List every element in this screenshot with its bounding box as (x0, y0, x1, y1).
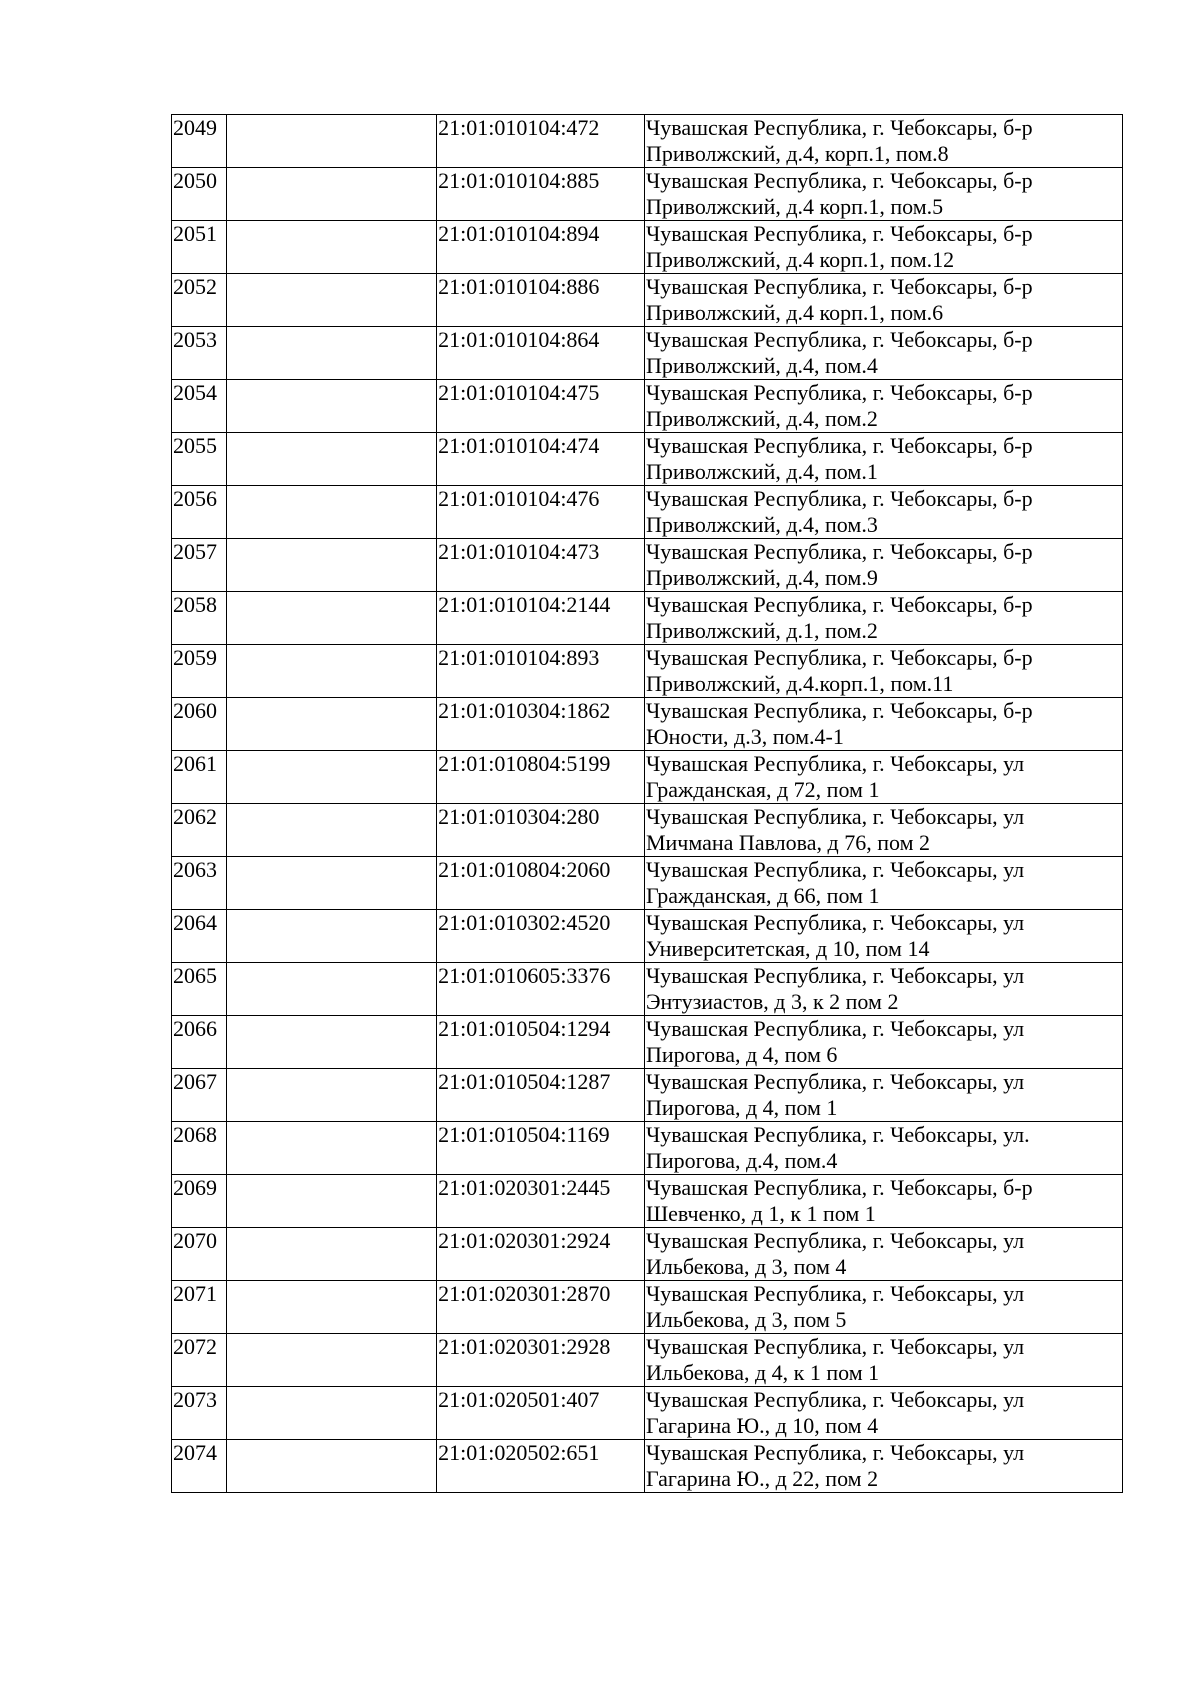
cadastral-number-cell: 21:01:010504:1169 (437, 1122, 645, 1175)
row-number-cell: 2066 (172, 1016, 227, 1069)
row-number-cell: 2067 (172, 1069, 227, 1122)
address-cell (644, 1334, 1122, 1387)
cadastral-number-cell: 21:01:010302:4520 (437, 910, 645, 963)
owner-cell (227, 168, 437, 221)
address-text: Чувашская Республика, г. Чебоксары, ул (645, 1228, 1025, 1253)
address-cell (644, 1440, 1122, 1493)
cadastral-number-cell: 21:01:010104:474 (437, 433, 645, 486)
owner-cell (227, 380, 437, 433)
table-row (172, 963, 1123, 1016)
address-text: Чувашская Республика, г. Чебоксары, ул (645, 1069, 1025, 1094)
address-text: Чувашская Республика, г. Чебоксары, ул (645, 1016, 1025, 1041)
address-text: Чувашская Республика, г. Чебоксары, б-р (645, 433, 1033, 458)
row-number-cell: 2056 (172, 486, 227, 539)
address-text: Гагарина Ю., д 10, пом 4 (645, 1413, 879, 1438)
address-text: Чувашская Республика, г. Чебоксары, б-р (645, 380, 1033, 405)
address-cell (644, 115, 1122, 168)
address-cell (644, 1228, 1122, 1281)
row-number-cell: 2071 (172, 1281, 227, 1334)
row-number-cell: 2064 (172, 910, 227, 963)
cadastral-number-cell: 21:01:010504:1294 (437, 1016, 645, 1069)
cadastral-number-cell: 21:01:010104:894 (437, 221, 645, 274)
cadastral-number-cell: 21:01:010104:475 (437, 380, 645, 433)
owner-cell (227, 645, 437, 698)
address-cell (644, 274, 1122, 327)
address-text: Ильбекова, д 3, пом 4 (645, 1254, 847, 1279)
row-number-cell: 2054 (172, 380, 227, 433)
address-cell (644, 698, 1122, 751)
cadastral-number-cell: 21:01:020501:407 (437, 1387, 645, 1440)
table-row (172, 1069, 1123, 1122)
address-text: Чувашская Республика, г. Чебоксары, ул (645, 1387, 1025, 1412)
row-number-cell: 2065 (172, 963, 227, 1016)
address-cell (644, 1069, 1122, 1122)
table-row (172, 168, 1123, 221)
address-text: Пирогова, д 4, пом 1 (645, 1095, 838, 1120)
owner-cell (227, 698, 437, 751)
address-cell (644, 486, 1122, 539)
row-number-cell: 2069 (172, 1175, 227, 1228)
table-row (172, 1281, 1123, 1334)
owner-cell (227, 1122, 437, 1175)
row-number-cell: 2073 (172, 1387, 227, 1440)
address-text: Приволжский, д.4 корп.1, пом.5 (645, 194, 944, 219)
table-row (172, 698, 1123, 751)
address-text: Чувашская Республика, г. Чебоксары, ул (645, 1281, 1025, 1306)
address-text: Ильбекова, д 3, пом 5 (645, 1307, 847, 1332)
owner-cell (227, 1440, 437, 1493)
cadastral-number-cell: 21:01:010104:893 (437, 645, 645, 698)
owner-cell (227, 327, 437, 380)
row-number-cell: 2058 (172, 592, 227, 645)
cadastral-number-cell: 21:01:010104:864 (437, 327, 645, 380)
row-number-cell: 2057 (172, 539, 227, 592)
table-row (172, 221, 1123, 274)
address-text: Чувашская Республика, г. Чебоксары, ул (645, 751, 1025, 776)
cadastral-number-cell: 21:01:010804:2060 (437, 857, 645, 910)
row-number-cell: 2050 (172, 168, 227, 221)
table-row (172, 1228, 1123, 1281)
table-row (172, 1334, 1123, 1387)
address-text: Энтузиастов, д 3, к 2 пом 2 (645, 989, 899, 1014)
address-text: Гражданская, д 72, пом 1 (645, 777, 880, 802)
table-row (172, 804, 1123, 857)
address-text: Приволжский, д.4, пом.3 (645, 512, 878, 537)
address-cell (644, 327, 1122, 380)
address-text: Приволжский, д.4 корп.1, пом.6 (645, 300, 944, 325)
table-row (172, 857, 1123, 910)
address-text: Гагарина Ю., д 22, пом 2 (645, 1466, 879, 1491)
cadastral-number-cell: 21:01:010104:472 (437, 115, 645, 168)
address-text: Чувашская Республика, г. Чебоксары, б-р (645, 1175, 1033, 1200)
owner-cell (227, 433, 437, 486)
row-number-cell: 2051 (172, 221, 227, 274)
address-text: Ильбекова, д 4, к 1 пом 1 (645, 1360, 880, 1385)
row-number-cell: 2063 (172, 857, 227, 910)
address-text: Чувашская Республика, г. Чебоксары, ул (645, 963, 1025, 988)
owner-cell (227, 910, 437, 963)
table-row (172, 486, 1123, 539)
cadastral-number-cell: 21:01:020301:2928 (437, 1334, 645, 1387)
owner-cell (227, 1016, 437, 1069)
cadastral-number-cell: 21:01:010104:886 (437, 274, 645, 327)
address-cell (644, 539, 1122, 592)
address-cell (644, 910, 1122, 963)
address-text: Чувашская Республика, г. Чебоксары, б-р (645, 168, 1033, 193)
cadastral-number-cell: 21:01:020301:2870 (437, 1281, 645, 1334)
owner-cell (227, 751, 437, 804)
row-number-cell: 2068 (172, 1122, 227, 1175)
address-text: Чувашская Республика, г. Чебоксары, ул (645, 1334, 1025, 1359)
row-number-cell: 2061 (172, 751, 227, 804)
address-text: Приволжский, д.4, пом.1 (645, 459, 878, 484)
table-row (172, 1122, 1123, 1175)
table-row (172, 380, 1123, 433)
address-text: Приволжский, д.4, пом.2 (645, 406, 878, 431)
address-cell (644, 1281, 1122, 1334)
address-text: Шевченко, д 1, к 1 пом 1 (645, 1201, 876, 1226)
owner-cell (227, 539, 437, 592)
address-cell (644, 221, 1122, 274)
address-cell (644, 380, 1122, 433)
table-row (172, 115, 1123, 168)
address-text: Чувашская Республика, г. Чебоксары, б-р (645, 327, 1033, 352)
owner-cell (227, 804, 437, 857)
row-number-cell: 2062 (172, 804, 227, 857)
cadastral-number-cell: 21:01:010304:280 (437, 804, 645, 857)
cadastral-number-cell: 21:01:010104:2144 (437, 592, 645, 645)
row-number-cell: 2049 (172, 115, 227, 168)
address-text: Чувашская Республика, г. Чебоксары, б-р (645, 645, 1033, 670)
address-text: Гражданская, д 66, пом 1 (645, 883, 880, 908)
address-text: Чувашская Республика, г. Чебоксары, б-р (645, 539, 1033, 564)
cadastral-number-cell: 21:01:010104:476 (437, 486, 645, 539)
address-text: Пирогова, д.4, пом.4 (645, 1148, 838, 1173)
address-text: Приволжский, д.1, пом.2 (645, 618, 878, 643)
table-row (172, 274, 1123, 327)
address-text: Юности, д.3, пом.4-1 (645, 724, 844, 749)
row-number-cell: 2074 (172, 1440, 227, 1493)
address-text: Мичмана Павлова, д 76, пом 2 (645, 830, 930, 855)
cadastral-number-cell: 21:01:020301:2445 (437, 1175, 645, 1228)
address-text: Чувашская Республика, г. Чебоксары, б-р (645, 698, 1033, 723)
row-number-cell: 2072 (172, 1334, 227, 1387)
owner-cell (227, 115, 437, 168)
cadastral-number-cell: 21:01:010104:885 (437, 168, 645, 221)
table-row (172, 751, 1123, 804)
table-row (172, 1440, 1123, 1493)
address-text: Чувашская Республика, г. Чебоксары, б-р (645, 221, 1033, 246)
table-row (172, 327, 1123, 380)
address-text: Чувашская Республика, г. Чебоксары, ул (645, 1440, 1025, 1465)
address-cell (644, 751, 1122, 804)
address-cell (644, 433, 1122, 486)
row-number-cell: 2053 (172, 327, 227, 380)
address-text: Чувашская Республика, г. Чебоксары, ул (645, 910, 1025, 935)
cadastral-number-cell: 21:01:010804:5199 (437, 751, 645, 804)
cadastral-number-cell: 21:01:010104:473 (437, 539, 645, 592)
address-text: Приволжский, д.4, корп.1, пом.8 (645, 141, 949, 166)
table-row (172, 1175, 1123, 1228)
owner-cell (227, 592, 437, 645)
cadastral-number-cell: 21:01:010304:1862 (437, 698, 645, 751)
row-number-cell: 2055 (172, 433, 227, 486)
cadastral-number-cell: 21:01:020502:651 (437, 1440, 645, 1493)
owner-cell (227, 274, 437, 327)
owner-cell (227, 963, 437, 1016)
address-text: Чувашская Республика, г. Чебоксары, ул (645, 804, 1025, 829)
address-cell (644, 1016, 1122, 1069)
address-text: Университетская, д 10, пом 14 (645, 936, 930, 961)
owner-cell (227, 1228, 437, 1281)
owner-cell (227, 857, 437, 910)
table-row (172, 1016, 1123, 1069)
owner-cell (227, 1281, 437, 1334)
owner-cell (227, 1175, 437, 1228)
table-row (172, 539, 1123, 592)
owner-cell (227, 1069, 437, 1122)
address-cell (644, 1175, 1122, 1228)
row-number-cell: 2059 (172, 645, 227, 698)
address-text: Чувашская Республика, г. Чебоксары, б-р (645, 486, 1033, 511)
row-number-cell: 2070 (172, 1228, 227, 1281)
address-cell (644, 592, 1122, 645)
address-cell (644, 963, 1122, 1016)
address-text: Приволжский, д.4.корп.1, пом.11 (645, 671, 954, 696)
owner-cell (227, 1334, 437, 1387)
table-row (172, 645, 1123, 698)
cadastral-number-cell: 21:01:010504:1287 (437, 1069, 645, 1122)
address-text: Приволжский, д.4, пом.9 (645, 565, 878, 590)
address-text: Чувашская Республика, г. Чебоксары, б-р (645, 115, 1033, 140)
address-cell (644, 857, 1122, 910)
property-table-body (172, 115, 1123, 1493)
property-table (171, 114, 1123, 1493)
address-text: Приволжский, д.4, пом.4 (645, 353, 878, 378)
address-text: Чувашская Республика, г. Чебоксары, б-р (645, 592, 1033, 617)
table-row (172, 1387, 1123, 1440)
owner-cell (227, 1387, 437, 1440)
address-cell (644, 804, 1122, 857)
address-text: Приволжский, д.4 корп.1, пом.12 (645, 247, 955, 272)
address-text: Чувашская Республика, г. Чебоксары, ул. (645, 1122, 1030, 1147)
address-text: Пирогова, д 4, пом 6 (645, 1042, 838, 1067)
row-number-cell: 2052 (172, 274, 227, 327)
owner-cell (227, 221, 437, 274)
cadastral-number-cell: 21:01:010605:3376 (437, 963, 645, 1016)
table-row (172, 433, 1123, 486)
address-text: Чувашская Республика, г. Чебоксары, ул (645, 857, 1025, 882)
table-row (172, 910, 1123, 963)
cadastral-number-cell: 21:01:020301:2924 (437, 1228, 645, 1281)
address-cell (644, 1122, 1122, 1175)
table-row (172, 592, 1123, 645)
address-cell (644, 1387, 1122, 1440)
address-cell (644, 645, 1122, 698)
address-text: Чувашская Республика, г. Чебоксары, б-р (645, 274, 1033, 299)
row-number-cell: 2060 (172, 698, 227, 751)
address-cell (644, 168, 1122, 221)
owner-cell (227, 486, 437, 539)
